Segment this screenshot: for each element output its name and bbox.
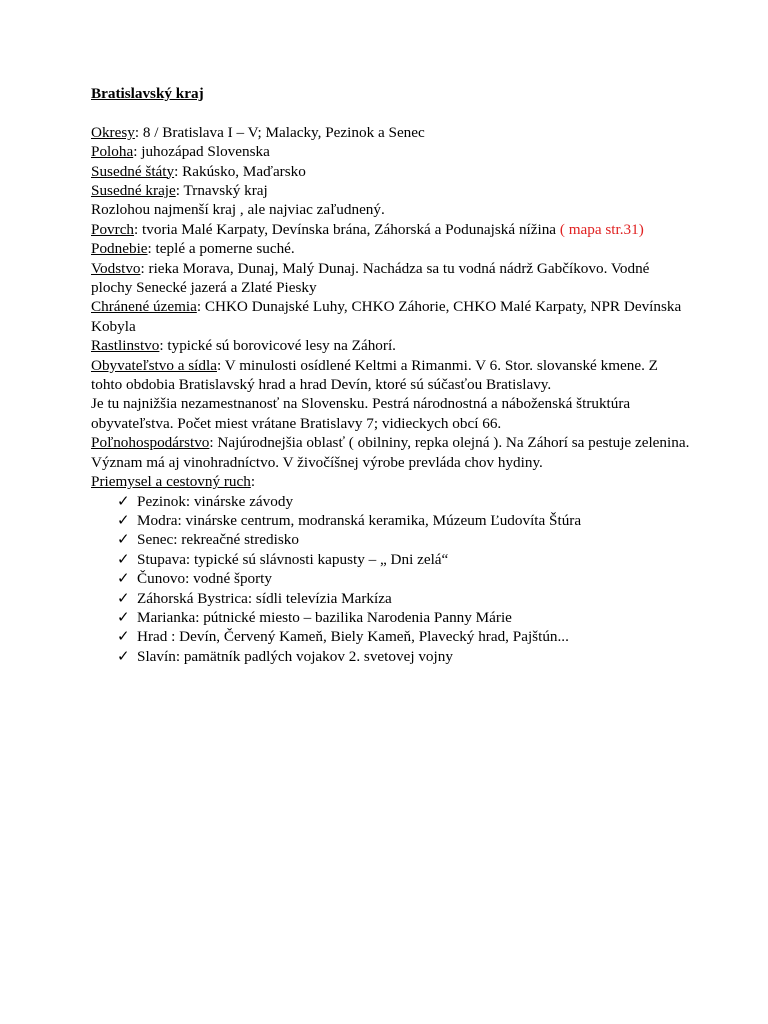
bullet-list — [91, 492, 691, 667]
info-line — [91, 220, 691, 239]
info-line — [91, 200, 691, 219]
list-item-text: Hrad : Devín, Červený Kameň, Biely Kameň, Plavecký hrad, Pajštún... — [137, 628, 569, 646]
info-line — [91, 239, 691, 258]
checkmark-icon: ✓ — [117, 511, 130, 529]
line-text: : Rakúsko, Maďarsko — [174, 162, 306, 180]
line-text: : 8 / Bratislava I – V; Malacky, Pezinok a Senec — [134, 123, 425, 141]
info-line — [91, 259, 691, 298]
line-label: Susedné kraje — [91, 182, 176, 200]
info-line — [91, 123, 691, 142]
checkmark-icon: ✓ — [117, 589, 130, 607]
info-line — [91, 142, 691, 161]
map-reference: ( mapa str.31) — [559, 220, 644, 238]
line-text: : Najúrodnejšia oblasť ( obilniny, repka olejná ). Na Záhorí sa pestuje zelenina. Význam má aj vinohradníctvo. V živočíšnej výrobe prevláda chov hydiny. — [91, 434, 690, 471]
line-text: : CHKO Dunajské Luhy, CHKO Záhorie, CHKO Malé Karpaty, NPR Devínska Kobyla — [91, 298, 682, 335]
checkmark-icon: ✓ — [117, 608, 130, 626]
list-item-text: Marianka: pútnické miesto – bazilika Narodenia Panny Márie — [137, 608, 512, 626]
info-line — [91, 356, 691, 395]
list-item — [117, 511, 691, 530]
list-item-text: Pezinok: vinárske závody — [137, 492, 294, 510]
info-line — [91, 162, 691, 181]
list-item — [117, 550, 691, 569]
list-item — [117, 647, 691, 666]
checkmark-icon: ✓ — [117, 628, 130, 646]
info-line — [91, 336, 691, 355]
info-line — [91, 472, 691, 491]
line-text: : rieka Morava, Dunaj, Malý Dunaj. Nachádza sa tu vodná nádrž Gabčíkovo. Vodné plochy Senecké jazerá a Zlaté Piesky — [91, 259, 650, 297]
checkmark-icon: ✓ — [117, 492, 130, 510]
list-item-text: Čunovo: vodné športy — [137, 570, 272, 588]
list-item — [117, 627, 691, 646]
checkmark-icon: ✓ — [117, 570, 130, 588]
line-text: : V minulosti osídlené Keltmi a Rimanmi. V 6. Stor. slovanské kmene. Z tohto obdobia Bratislavský hrad a hrad Devín, ktoré sú súčasťou Bratislavy. — [91, 356, 658, 394]
line-text: : teplé a pomerne suché. — [147, 240, 295, 258]
list-item — [117, 530, 691, 549]
info-line — [91, 433, 691, 472]
checkmark-icon: ✓ — [117, 531, 130, 549]
line-label: Priemysel a cestovný ruch — [91, 473, 251, 491]
checkmark-icon: ✓ — [117, 647, 130, 665]
list-item — [117, 608, 691, 627]
info-line — [91, 394, 691, 433]
line-text: : typické sú borovicové lesy na Záhorí. — [159, 337, 396, 355]
line-text: : juhozápad Slovenska — [133, 143, 270, 161]
line-text: Rozlohou najmenší kraj , ale najviac zaľudnený. — [91, 201, 385, 219]
line-label: Chránené územia — [91, 298, 197, 316]
line-text: : tvoria Malé Karpaty, Devínska brána, Záhorská a Podunajská nížina — [134, 220, 560, 238]
document-title: Bratislavský kraj — [91, 85, 204, 102]
info-line — [91, 297, 691, 336]
line-label: Podnebie — [91, 240, 148, 258]
line-label: Rastlinstvo — [91, 337, 160, 355]
line-label: Obyvateľstvo a sídla — [91, 356, 217, 374]
line-label: Susedné štáty — [91, 162, 175, 180]
info-line — [91, 181, 691, 200]
list-item — [117, 569, 691, 588]
line-label: Okresy — [91, 123, 135, 141]
line-label: Povrch — [91, 220, 135, 238]
list-item — [117, 589, 691, 608]
list-item-text: Modra: vinárske centrum, modranská keramika, Múzeum Ľudovíta Štúra — [137, 511, 582, 529]
line-label: Vodstvo — [91, 259, 141, 277]
list-item-text: Záhorská Bystrica: sídli televízia Markíza — [137, 589, 392, 607]
line-text: Je tu najnižšia nezamestnanosť na Slovensku. Pestrá národnostná a náboženská štruktúra obyvateľstva. Počet miest vrátane Bratislavy 7; vidieckych obcí 66. — [91, 395, 631, 432]
line-text: : Trnavský kraj — [175, 182, 268, 200]
line-label: Poloha — [91, 143, 134, 161]
list-item-text: Senec: rekreačné stredisko — [137, 531, 299, 549]
list-item — [117, 492, 691, 511]
list-item-text: Slavín: pamätník padlých vojakov 2. svetovej vojny — [137, 647, 453, 665]
line-label: Poľnohospodárstvo — [91, 434, 210, 452]
checkmark-icon: ✓ — [117, 550, 130, 568]
document-body — [91, 84, 691, 666]
list-item-text: Stupava: typické sú slávnosti kapusty – „ Dni zelá“ — [137, 550, 449, 568]
line-text: : — [250, 473, 256, 491]
